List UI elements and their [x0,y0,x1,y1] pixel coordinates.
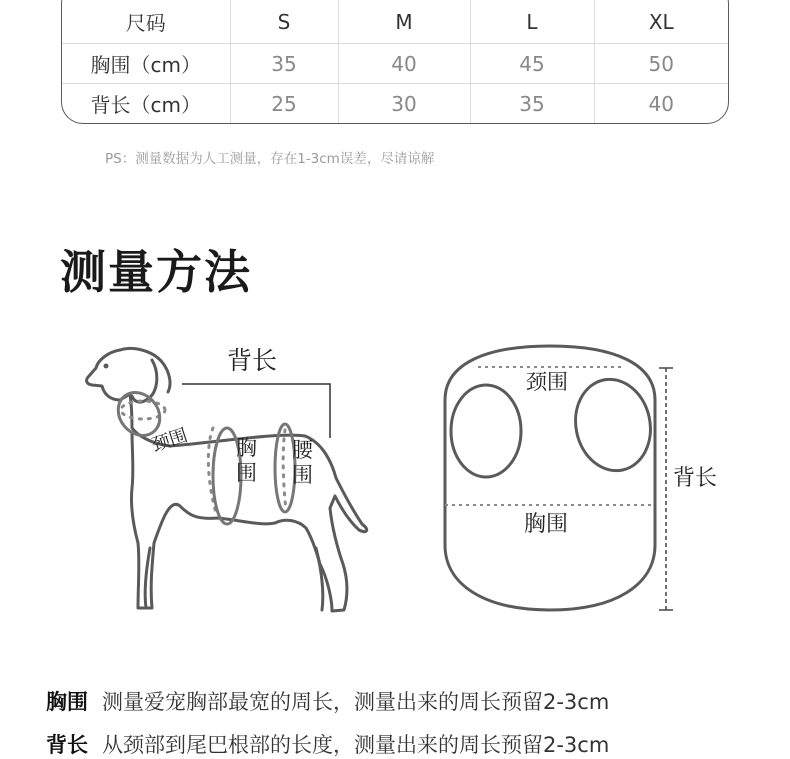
definition-text-chest: 测量爱宠胸部最宽的周长，测量出来的周长预留2-3cm [102,690,610,714]
table-cell: 40 [338,44,470,84]
table-cell: 45 [470,44,594,84]
dog-neck-label: 颈围 [149,424,191,457]
definition-term-back: 背长 [46,733,88,757]
size-header-m: M [338,0,470,44]
vest-back-length-label: 背长 [673,466,718,491]
dog-measure-diagram [80,338,380,623]
section-title: 测量方法 [60,245,252,299]
measurement-note: PS：测量数据为人工测量，存在1-3cm误差，尽请谅解 [105,151,435,167]
definition-text-back: 从颈部到尾巴根部的长度，测量出来的周长预留2-3cm [102,733,610,757]
size-header-xl: XL [594,0,728,44]
size-header-s: S [230,0,338,44]
table-cell: 40 [648,91,674,116]
table-cell: 35 [230,44,338,84]
table-cell: 30 [338,84,470,123]
size-header-l: L [470,0,594,44]
vest-chest-label: 胸围 [524,512,569,537]
dog-waist-label-2: 围 [292,463,313,487]
dog-outline-icon [87,346,367,611]
size-table-row-back [62,84,728,123]
dog-chest-label-1: 胸 [236,436,257,460]
size-table [61,0,729,124]
table-cell: 35 [470,84,594,123]
definition-back [46,729,609,759]
size-header-label: 尺码 [62,0,230,44]
vest-neck-label: 颈围 [526,370,568,394]
size-table-row-chest [62,44,728,84]
definition-chest [46,686,609,716]
dog-back-length-label: 背长 [227,346,278,375]
row-label-back: 背长（cm） [62,84,230,123]
row-label-chest: 胸围（cm） [62,44,230,84]
table-cell: 25 [230,84,338,123]
dog-chest-label-2: 围 [236,461,257,485]
definition-term-chest: 胸围 [46,690,88,714]
size-table-header-row [62,0,728,44]
table-cell: 50 [594,44,728,84]
dog-waist-label-1: 腰 [292,438,313,462]
